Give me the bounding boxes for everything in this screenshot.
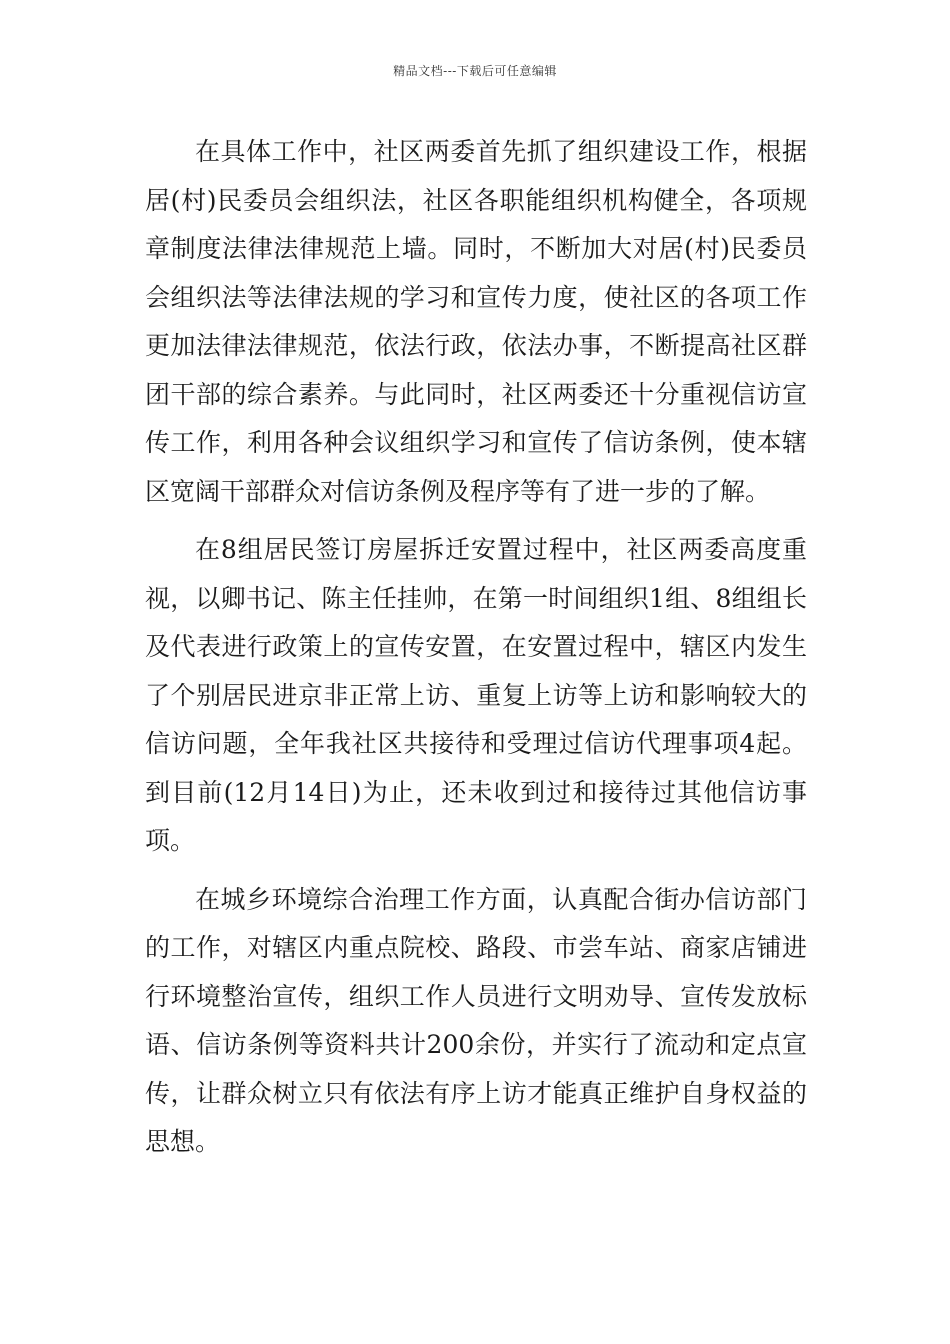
paragraph-relocation: 在8组居民签订房屋拆迁安置过程中，社区两委高度重视，以卿书记、陈主任挂帅，在第一时间组织1组、8组组长及代表进行政策上的宣传安置，在安置过程中，辖区内发生了个别居民进京非正常上访、重复上访等上访和影响较大的信访问题，全年我社区共接待和受理过信访代理事项4起。到目前(12月14日)为止，还未收到过和接待过其他信访事项。 [145,535,807,855]
paragraph-organization: 在具体工作中，社区两委首先抓了组织建设工作，根据居(村)民委员会组织法，社区各职能组织机构健全，各项规章制度法律法律规范上墙。同时，不断加大对居(村)民委员会组织法等法律法规的学习和宣传力度，使社区的各项工作更加法律法律规范，依法行政，依法办事，不断提高社区群团干部的综合素养。与此同时，社区两委还十分重视信访宣传工作，利用各种会议组织学习和宣传了信访条例，使本辖区宽阔干部群众对信访条例及程序等有了进一步的了解。 [145,137,807,506]
page-header: 精品文档---下载后可任意编辑 [393,64,557,78]
paragraph-environment: 在城乡环境综合治理工作方面，认真配合街办信访部门的工作，对辖区内重点院校、路段、市尝车站、商家店铺进行环境整治宣传，组织工作人员进行文明劝导、宣传发放标语、信访条例等资料共计200余份，并实行了流动和定点宣传，让群众树立只有依法有序上访才能真正维护自身权益的思想。 [145,884,807,1156]
document-body [145,128,807,1177]
